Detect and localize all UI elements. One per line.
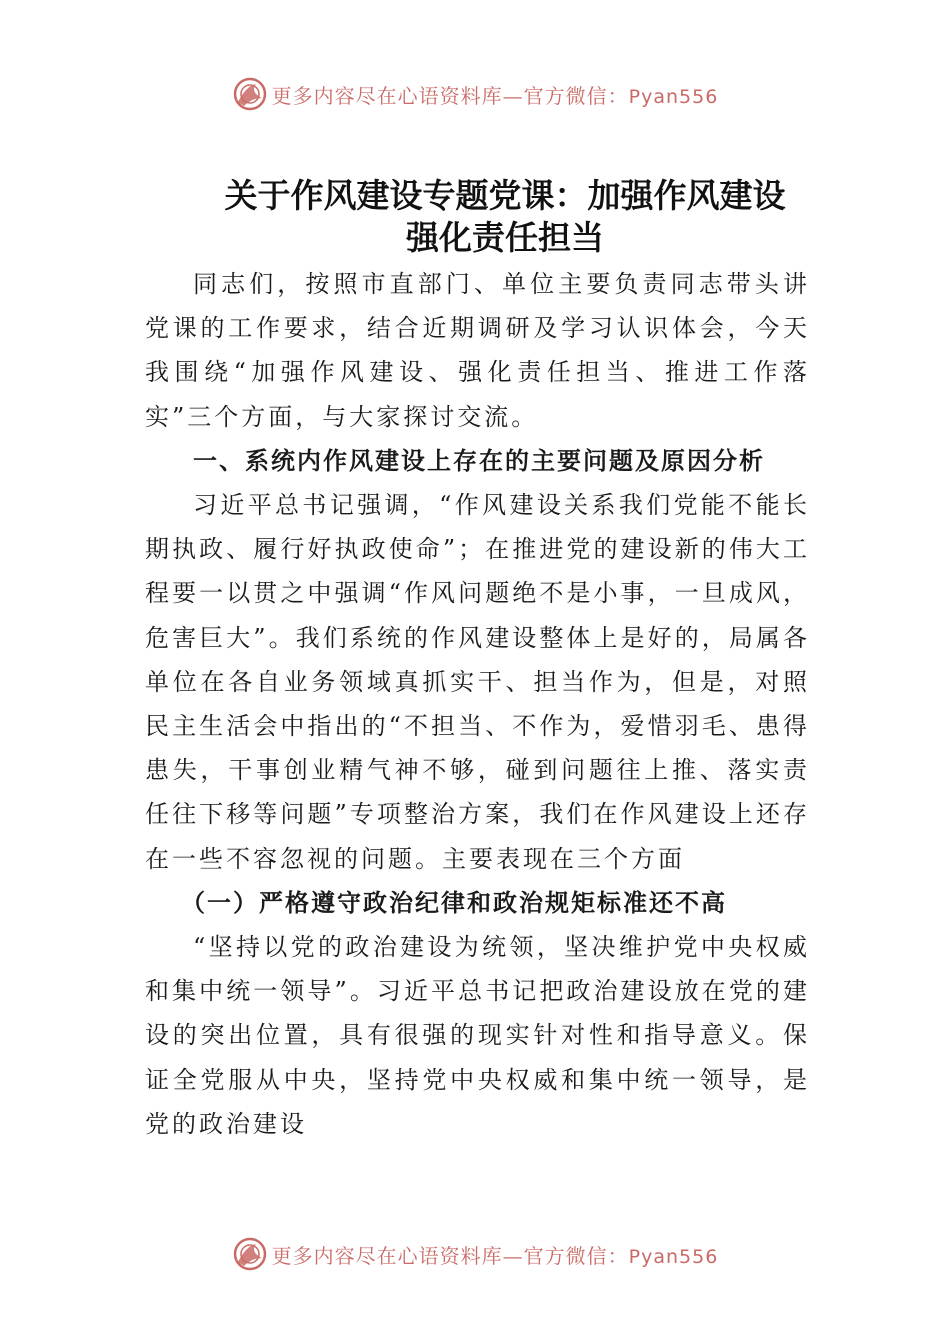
intro-paragraph: 同志们，按照市直部门、单位主要负责同志带头讲党课的工作要求，结合近期调研及学习认识体会，今天我围绕“加强作风建设、强化责任担当、推进工作落实”三个方面，与大家探讨交流。 xyxy=(145,270,810,431)
subsection-1-paragraph: “坚持以党的政治建设为统领，坚决维护党中央权威和集中统一领导”。习近平总书记把政治建设放在党的建设的突出位置，具有很强的现实针对性和指导意义。保证全党服从中央，坚持党中央权威和集中统一领导，是党的政治建设 xyxy=(145,933,810,1138)
wechat-id: Pyan556 xyxy=(628,85,719,108)
document-title-line-1: 关于作风建设专题党课：加强作风建设 xyxy=(224,176,786,215)
watermark-header xyxy=(0,72,950,116)
ribbon-seal-icon xyxy=(232,1236,268,1272)
watermark-text: 更多内容尽在心语资料库—官方微信：Pyan556 xyxy=(271,1243,719,1268)
document-title-line-2: 强化责任担当 xyxy=(406,218,604,257)
watermark-text: 更多内容尽在心语资料库—官方微信：Pyan556 xyxy=(271,83,719,108)
section-1-heading: 一、系统内作风建设上存在的主要问题及原因分析 xyxy=(193,446,765,475)
document-body xyxy=(145,262,810,1146)
wechat-id: Pyan556 xyxy=(628,1245,719,1268)
section-1-paragraph: 习近平总书记强调，“作风建设关系我们党能不能长期执政、履行好执政使命”；在推进党的建设新的伟大工程要一以贯之中强调“作风问题绝不是小事，一旦成风，危害巨大”。我们系统的作风建设整体上是好的，局属各单位在各自业务领域真抓实干、担当作为，但是，对照民主生活会中指出的“不担当、不作为，爱惜羽毛、患得患失，干事创业精气神不够，碰到问题往上推、落实责任往下移等问题”专项整治方案，我们在作风建设上还存在一些不容忽视的问题。主要表现在三个方面 xyxy=(145,491,810,873)
watermark-footer xyxy=(0,1232,950,1276)
ribbon-seal-icon xyxy=(232,76,268,112)
subsection-1-heading: （一）严格遵守政治纪律和政治规矩标准还不高 xyxy=(181,888,727,917)
